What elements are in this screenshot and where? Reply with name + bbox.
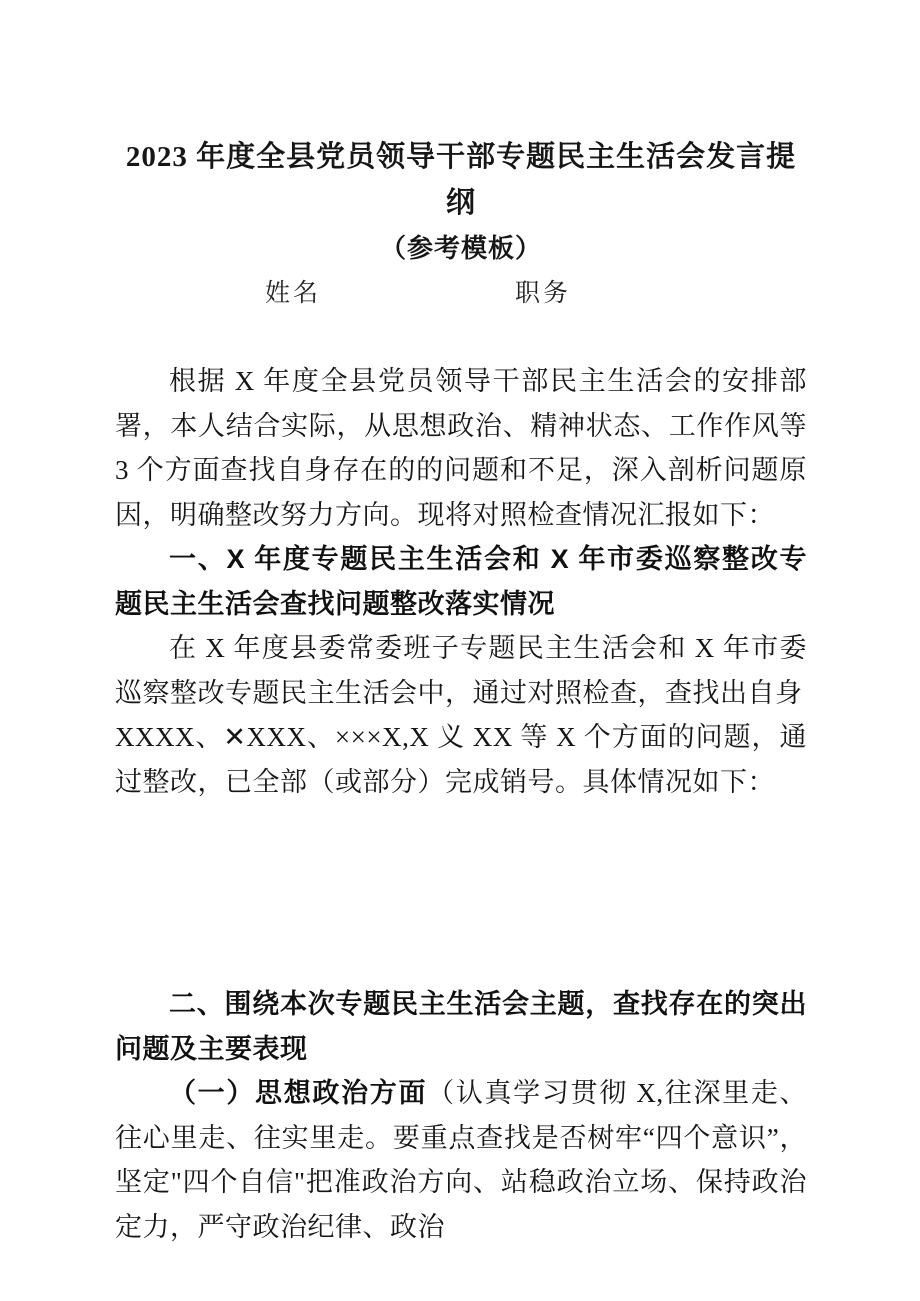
byline: [115, 272, 807, 316]
document-content: [115, 134, 807, 1249]
position-label: 职务: [515, 280, 572, 307]
item1-paragraph: [115, 1071, 807, 1249]
item1-text: （认真学习贯彻 X,往深里走、往心里走、往实里走。要重点查找是否树牢“四个意识”，坚定"四个自信"把准政治方向、站稳政治立场、保持政治定力，严守政治纪律、政治: [115, 1078, 808, 1242]
name-label: 姓名: [265, 280, 322, 307]
item1-label: （一）思想政治方面: [169, 1078, 428, 1108]
document-subtitle: （参考模板）: [379, 234, 542, 263]
section1-paragraph-b: XXXX、✕XXX、×××X,X 义 XX 等 X 个方面的问题，通过整改，已全部（或部分）完成销号。具体情况如下：: [115, 722, 807, 797]
section2-heading: 二、围绕本次专题民主生活会主题，查找存在的突出问题及主要表现: [115, 989, 807, 1064]
section1-heading: 一、X 年度专题民主生活会和 X 年市委巡察整改专题民主生活会查找问题整改落实情况: [115, 544, 807, 619]
document-title: 2023 年度全县党员领导干部专题民主生活会发言提纲: [125, 141, 797, 219]
intro-paragraph: 根据 X 年度全县党员领导干部民主生活会的安排部署，本人结合实际，从思想政治、精神状态、工作作风等 3 个方面查找自身存在的的问题和不足，深入剖析问题原因，明确整改努力方向。现将对照检查情况汇报如下：: [115, 366, 807, 530]
section1-paragraph-a: 在 X 年度县委常委班子专题民主生活会和 X 年市委巡察整改专题民主生活会中，通过对照检查，查找出自身: [115, 633, 807, 708]
